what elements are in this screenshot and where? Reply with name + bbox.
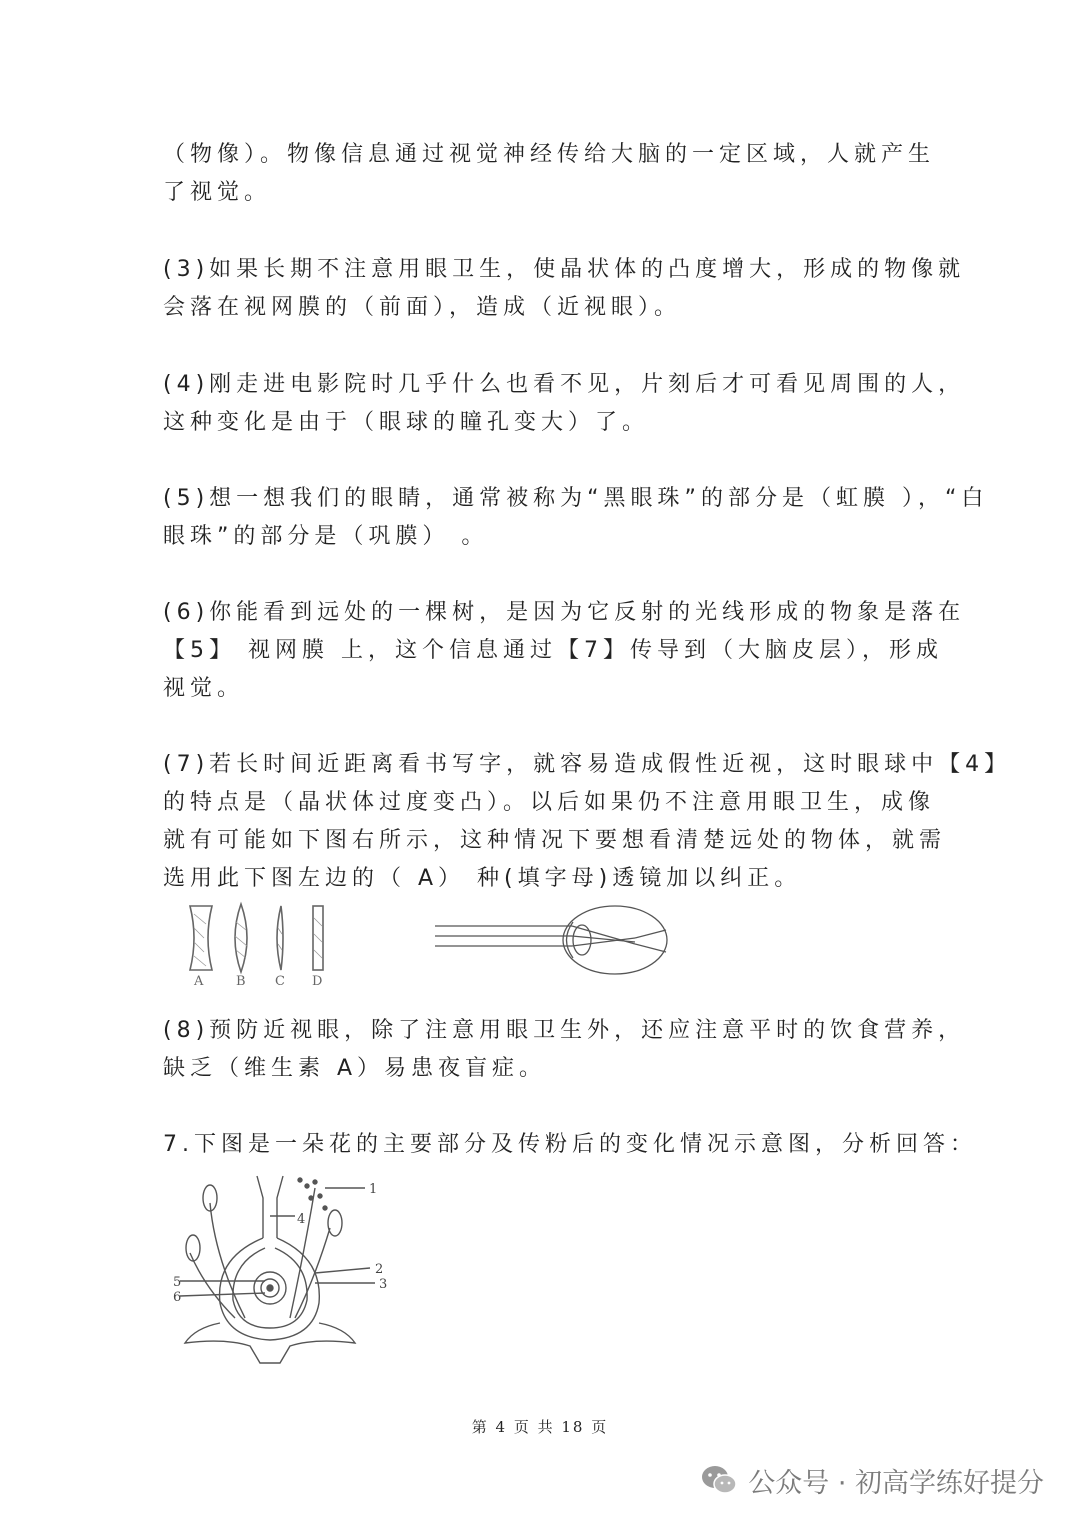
text-line: 7.下图是一朵花的主要部分及传粉后的变化情况示意图，分析回答： [163, 1132, 977, 1157]
text-line: (4)刚走进电影院时几乎什么也看不见，片刻后才可看见周围的人， [163, 372, 966, 397]
text-line: 的特点是（晶状体过度变凸）。以后如果仍不注意用眼卫生，成像 [163, 790, 936, 815]
paragraph-q8 [163, 1012, 966, 1088]
flower-label-5: 5 [173, 1275, 182, 1290]
text-line: 视觉。 [163, 676, 245, 701]
watermark [700, 1460, 1044, 1500]
paragraph-1 [163, 136, 936, 212]
lens-label-a: A [194, 974, 204, 989]
text-line: (8)预防近视眼，除了注意用眼卫生外，还应注意平时的饮食营养， [163, 1018, 966, 1043]
flower-label-1: 1 [369, 1182, 378, 1197]
lens-c-convex-thin [277, 906, 283, 970]
wechat-icon [700, 1464, 738, 1496]
text-line: （物像）。物像信息通过视觉神经传给大脑的一定区域，人就产生 [163, 142, 936, 167]
paragraph-q7 [163, 746, 1012, 898]
flower-label-2: 2 [375, 1262, 384, 1277]
flower-label-3: 3 [379, 1277, 388, 1292]
flower-figure [165, 1168, 395, 1373]
paragraph-q4 [163, 366, 966, 442]
text-line: 会落在视网膜的（前面），造成（近视眼）。 [163, 295, 682, 320]
paragraph-q6 [163, 594, 966, 708]
text-line: 眼珠”的部分是（巩膜） 。 [163, 524, 489, 549]
eye-diagram [435, 906, 667, 974]
text-line: (7)若长时间近距离看书写字，就容易造成假性近视，这时眼球中【4】 [163, 752, 1012, 777]
lens-label-b: B [236, 974, 246, 989]
text-line: 这种变化是由于（眼球的瞳孔变大）了。 [163, 410, 650, 435]
flower-label-6: 6 [173, 1290, 182, 1305]
text-line: 缺乏（维生素 A）易患夜盲症。 [163, 1056, 547, 1081]
text-line: 了视觉。 [163, 180, 272, 205]
text-line: 选用此下图左边的（ A） 种(填字母)透镜加以纠正。 [163, 866, 802, 891]
paragraph-question-7 [163, 1126, 977, 1164]
lens-label-c: C [275, 974, 285, 989]
lens-b-convex [235, 904, 247, 972]
lens-eye-figure [180, 900, 680, 995]
text-line: (3)如果长期不注意用眼卫生，使晶状体的凸度增大，形成的物像就 [163, 257, 966, 282]
text-line: (6)你能看到远处的一棵树，是因为它反射的光线形成的物象是落在 [163, 600, 966, 625]
text-line: (5)想一想我们的眼睛，通常被称为“黑眼珠”的部分是（虹膜 ），“白 [163, 486, 989, 511]
lens-d-flat [313, 906, 323, 970]
page-number: 第 4 页 共 18 页 [471, 1418, 609, 1436]
flower-drawing [180, 1176, 378, 1363]
text-line: 【5】 视网膜 上，这个信息通过【7】传导到（大脑皮层），形成 [163, 638, 943, 663]
lens-label-d: D [312, 974, 323, 989]
lens-a-concave [190, 906, 212, 970]
text-line: 就有可能如下图右所示，这种情况下要想看清楚远处的物体，就需 [163, 828, 947, 853]
flower-label-4: 4 [297, 1212, 306, 1227]
paragraph-q3 [163, 251, 966, 327]
watermark-text: 公众号 · 初高学练好提分 [748, 1467, 1044, 1499]
paragraph-q5 [163, 480, 989, 556]
